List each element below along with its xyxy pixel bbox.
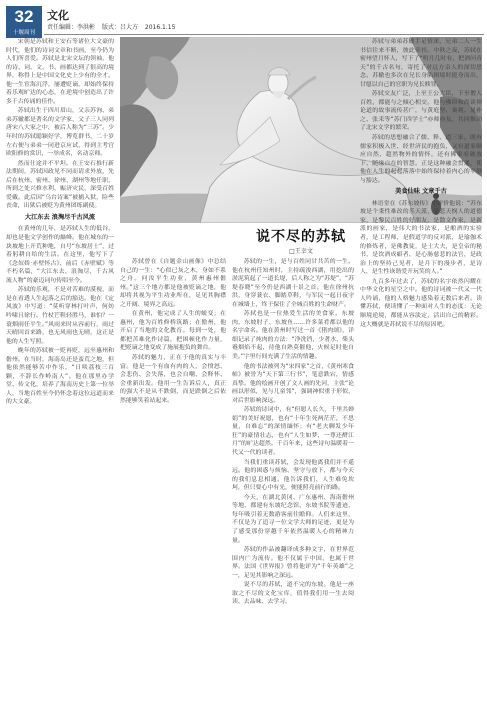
- body-paragraph: 苏轼的思想融合了儒、释、道三家，既有儒家积极入世、经世济民的抱负，又有道家顺应自然、超然物外的情怀，还有佛家看破放下、随缘自在的智慧。正是这种融会贯通，使他在人生的起起落落中始终保持着内心的平静与豁达。: [360, 135, 482, 184]
- paper-name-label: 十堰周刊: [6, 28, 42, 38]
- body-paragraph: 宋朝是苏轼和王安石等诸位大文豪的时代，他们的诗词文章和书画，至今仍为人们所喜爱。苏轼是北宋文坛的领袖，他的诗、词、文、书、画都达到了很高的境界，称得上是中国文化史上少有的全才。他一生宦海沉浮，屡遭贬谪，却始终保持着乐观旷达的心态，在逆境中创造出了许多千古传诵的佳作。: [6, 39, 114, 105]
- body-paragraph: 苏轼的诗词中，有“但愿人长久，千里共婵娟”的美好祝愿，也有“十年生死两茫茫，不思量，自难忘”的深情缅怀；有“老夫聊发少年狂”的豪情壮志，也有“人生如梦，一尊还酹江月”的旷达超然。千百年来，这些诗句温暖着一代又一代的读者。: [232, 407, 354, 457]
- issue-date: 2016.1.15: [144, 24, 176, 31]
- body-paragraph: 晚年的苏轼被一贬再贬，远至惠州和儋州。在当时，海南岛还是蛮荒之地，但他依然能够苦中作乐，“日啖荔枝三百颗，不辞长作岭南人”。他在那里办学堂、传文化，培养了海南历史上第一位举人，当地百姓至今仍怀念着这位远道而来的大文豪。: [6, 348, 114, 406]
- article-title: 说不尽的苏轼: [256, 229, 346, 245]
- text-column-center: [232, 258, 354, 700]
- section-title: 文化: [47, 9, 69, 22]
- section-subheading: 大江东去 浪淘尽千古风流: [24, 213, 96, 221]
- text-column-bottom-left: [120, 258, 226, 700]
- body-paragraph: 林语堂在《苏东坡传》中评价他说：“苏东坡是个秉性难改的乐天派，是悲天悯人的道德家，是黎民百姓的好朋友，是散文作家，是新派的画家，是伟大的书法家，是酿酒的实验者，是工程师，是假道学的反对派，是瑜伽术的修炼者，是佛教徒，是士大夫，是皇帝的秘书，是饮酒成癖者，是心肠慈悲的法官，是政治上的坚持己见者，是月下的漫步者，是诗人，是生性诙谐爱开玩笑的人。”: [360, 200, 482, 276]
- body-paragraph: 苏轼也是一位热爱生活的美食家。东坡肉、东坡肘子、东坡鱼……许多菜肴都以他的名字命名。他在黄州时写过一首《猪肉颂》，详细记录了炖肉的方法：“净洗铛，少著水，柴头罨烟焰不起，待他自熟莫催他，火候足时他自美。”字里行间充满了生活的情趣。: [232, 311, 354, 361]
- body-paragraph: 苏轼的一生，是与百姓同甘共苦的一生。他在杭州任知州时，主持疏浚西湖，用挖出的淤泥筑起了一道长堤，后人称之为“苏堤”，“苏堤春晓”至今仍是西湖十景之首。他在徐州抗洪，身穿蓑衣、脚踏草鞋，与军民一起日夜守在城墙上，终于保住了全城百姓的生命财产。: [232, 259, 354, 308]
- body-paragraph: 苏轼出生于四川眉山，父亲苏洵、弟弟苏辙都是著名的文学家，父子三人同列唐宋八大家之中，被后人称为“三苏”。少年时的苏轼聪颖好学，博览群书，二十岁左右便与弟弟一同进京应试，得到主考官欧阳修的赏识，一举成名，名动京师。: [6, 108, 114, 158]
- designer-credit: 版式：吕大方: [101, 24, 138, 31]
- article-byline: □王幸文: [289, 248, 313, 255]
- body-paragraph: 苏轼的魅力，正在于他的真实与丰富。他是一个有血有肉的人，会愤怒、会悲伤、会失落，也会自嘲、会释怀、会重新出发。他用一生告诉后人，真正的强大不是从不跌倒，而是跌倒之后依然能够笑着站起来。: [120, 355, 226, 404]
- body-paragraph: 今天，在湖北黄冈、广东惠州、海南儋州等地，都建有东坡纪念馆、东坡书院等遗迹，每年吸引着无数游客前往瞻仰。人们来这里，不仅是为了追寻一位文学大师的足迹，更是为了感受那份穿越千年依然温暖人心的精神力量。: [232, 494, 354, 544]
- header-divider: [44, 34, 484, 35]
- body-paragraph: 九百多年过去了，苏轼的名字依然闪耀在中华文化的星空之中。他的诗词被一代又一代人吟诵，他的人格魅力感染着无数后来者。读懂苏轼，便读懂了一种面对人生的态度：无论顺境逆境，都能从容淡定，活出自己的精彩。这大概就是苏轼说不尽的原因吧。: [360, 278, 482, 328]
- body-paragraph: 当我们重读苏轼，会发现他离我们并不遥远。他的困惑与烦恼、坚守与放下，都与今天的我们息息相通。他告诉我们，人生难免坎坷，但只要心中有光，便能照亮前行的路。: [232, 459, 354, 492]
- body-paragraph: 苏轼曾在《自题金山画像》中总结自己的一生：“心似已灰之木，身如不系之舟。问汝平生功业，黄州惠州儋州。”这三个地方都是他被贬谪之地，他却将其视为平生功业所在，足见其胸襟之开阔、境界之高远。: [120, 259, 226, 308]
- body-paragraph: 他的书法被列为“宋四家”之首，《黄州寒食帖》被誉为“天下第三行书”，笔意跌宕，情感真挚。他的绘画开创了文人画的先河，主张“论画以形似，见与儿童邻”，强调神似重于形似，对后世影响深远。: [232, 363, 354, 404]
- editor-credit: 责任编辑：李洪彬: [47, 24, 96, 31]
- body-paragraph: 然而仕途并不平坦。在王安石推行新法期间，苏轼因政见不同而请求外放，先后在杭州、密州、徐州、湖州等地任职，所到之处兴修水利、赈济灾民，深受百姓爱戴。此后因“乌台诗案”被捕入狱，险些丧命，出狱后被贬为黄州团练副使。: [6, 160, 114, 210]
- body-paragraph: 苏轼的作品被翻译成多种文字，在世界范围内广为流传。他不仅属于中国，也属于世界。法国《世界报》曾将他评为“千年英雄”之一，足见其影响之深远。: [232, 547, 354, 579]
- body-paragraph: 说不尽的苏轼，道不完的东坡。他是一座取之不尽的文化宝库，值得我们用一生去阅读、去品味、去学习。: [232, 582, 354, 606]
- text-column-left: [6, 38, 114, 700]
- body-paragraph: 在黄州的几年，是苏轼人生的低谷，却也是他文学创作的巅峰。他在城东的一块坡地上开荒种地，自号“东坡居士”，过着躬耕自给的生活。在这里，他写下了《念奴娇·赤壁怀古》、前后《赤壁赋》等不朽名篇，“大江东去，浪淘尽，千古风流人物”的豪迈词句传唱至今。: [6, 226, 114, 284]
- page-header: [0, 4, 487, 34]
- body-paragraph: 苏轼的乐观，不是对苦难的漠视，而是在看透人生起落之后的豁达。他在《定风波》中写道：“莫听穿林打叶声，何妨吟啸且徐行。竹杖芒鞋轻胜马，谁怕？一蓑烟雨任平生。”风雨来时从容前行，雨过天晴回首来路，也无风雨也无晴，这正是他的人生写照。: [6, 287, 114, 345]
- body-paragraph: 在黄州，他完成了人生的蜕变；在惠州，他为百姓修桥筑路；在儋州，他开启了当地的文化教育。每到一处，他都把苦难化作诗篇，把困顿化作力量，把贬谪之地变成了施展抱负的舞台。: [120, 311, 226, 352]
- text-column-right: [360, 38, 482, 700]
- page-number: 32: [6, 6, 42, 28]
- section-subheading: 美食仙味 文章千古: [395, 188, 447, 196]
- body-paragraph: 苏轼交友广泛，上至王公大臣，下至僧人百姓，都能与之倾心相交。他与佛印和尚谈禅论道的故事流传甚广，与黄庭坚、秦观、晁补之、张耒等“苏门四学士”亦师亦友，共同推动了北宋文学的繁荣。: [360, 91, 482, 132]
- header-meta: [47, 22, 180, 31]
- body-paragraph: 苏轼与弟弟苏辙手足情深，兄弟二人一生书信往来不断，彼此牵挂。中秋之夜，苏轼在密州望月怀人，写下了“明月几时有，把酒问青天”的千古名句，寄托了对远方亲人的深切思念。苏辙也多次在兄长身陷困境时挺身而出，甘愿以自己的官职为兄长赎罪。: [360, 39, 482, 88]
